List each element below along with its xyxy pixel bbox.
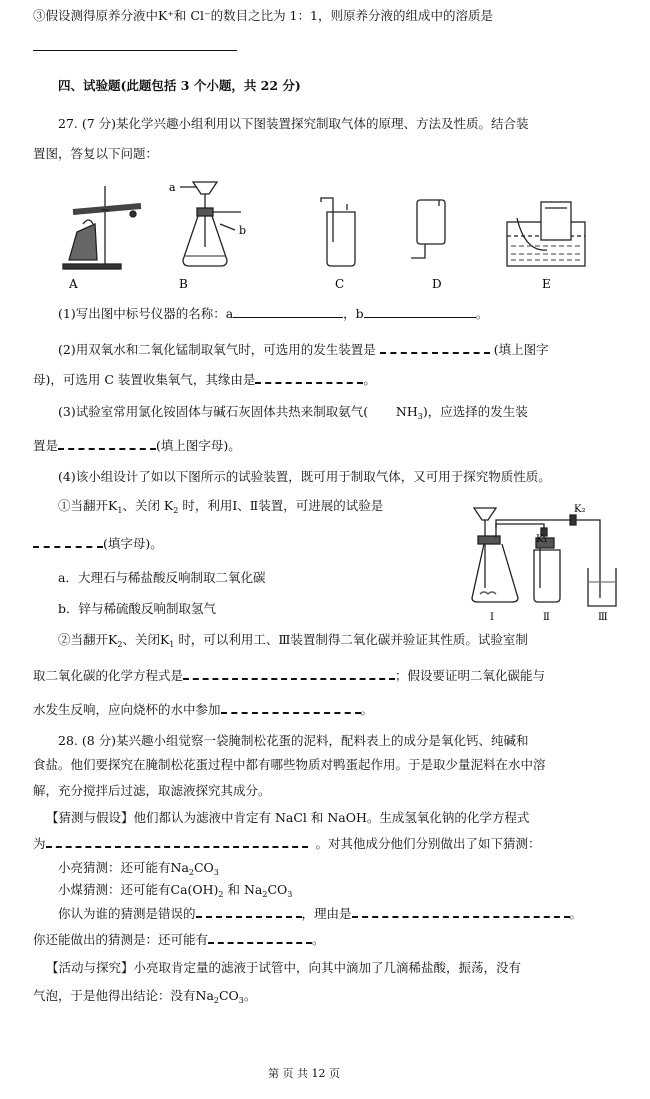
q28-more-guess: 你还能做出的猜测是：还可能有 。: [33, 932, 325, 947]
label-k2: K₂: [574, 504, 586, 515]
blank-q27-3[interactable]: [58, 438, 156, 450]
label-e: E: [542, 277, 551, 291]
q28-activity-1: 【活动与探究】小亮取肯定量的滤液于试管中，向其中滴加了几滴稀盐酸，振荡，没有: [46, 960, 522, 975]
device-figure: [470, 498, 630, 624]
q27-part3-line2: 置是 (填上图字母)。: [33, 438, 241, 453]
q27-part4: (4)该小组设计了如以下图所示的试验装置，既可用于制取气体，又可用于探究物质性质。: [58, 469, 551, 484]
label-b: B: [179, 277, 188, 291]
q28-hypothesis-2: 为 。对其他成分他们分别做出了如下猜测：: [33, 836, 541, 851]
blank-q27-add[interactable]: [221, 702, 361, 714]
mark-a: a: [169, 181, 176, 194]
page-footer: 第 页 共 12 页: [268, 1067, 340, 1080]
guess-xiaoliang: 小亮猜测：还可能有$Na_2CO_3$: [58, 860, 219, 877]
apparatus-c: [321, 198, 355, 266]
answer-line-q26[interactable]: [33, 50, 237, 51]
blank-q28-equation[interactable]: [46, 836, 308, 848]
q27-part4-2-line3: 水发生反响，应向烧杯的水中参加 。: [33, 702, 374, 717]
option-a: a．大理石与稀盐酸反响制取二氧化碳: [58, 570, 266, 585]
q27-intro-1: 27. (7 分)某化学兴趣小组利用以下图装置探究制取气体的原理、方法及性质。结合装: [58, 116, 529, 131]
q27-part2-line2: 母)，可选用 C 装置收集氧气，其缘由是 。: [33, 372, 376, 387]
q28-line1: 28. (8 分)某兴趣小组觉察一袋腌制松花蛋的泥料，配料表上的成分是氧化钙、纯碱和: [58, 733, 529, 748]
q27-part4-2-line2: 取二氧化碳的化学方程式是 ；假设要证明二氧化碳能与: [33, 668, 546, 683]
blank-q27-2-reason[interactable]: [255, 372, 363, 384]
label-k1: K₁: [536, 534, 548, 545]
label-device-3: Ⅲ: [598, 612, 608, 623]
label-device-2: Ⅱ: [543, 612, 550, 623]
option-b: b．锌与稀硫酸反响制取氢气: [58, 601, 217, 616]
q27-intro-2: 置图，答复以下问题：: [33, 146, 159, 161]
blank-q27-equation[interactable]: [183, 668, 395, 680]
label-d: D: [432, 277, 442, 291]
label-a: A: [69, 277, 78, 291]
section-title: 四、试验题(此题包括 3 个小题，共 22 分): [58, 78, 301, 93]
q26-part3: ③假设测得原养分液中K⁺和 Cl⁻的数目之比为 1：1，则原养分液的组成中的溶质是: [33, 8, 493, 23]
blank-a[interactable]: [233, 307, 343, 318]
q28-hypothesis-1: 【猜测与假设】他们都认为滤液中肯定有 NaCl 和 NaOH。生成氢氧化钠的化学方程式: [46, 810, 530, 825]
q28-activity-2: 气泡，于是他得出结论：没有$Na_2CO_3$。: [33, 988, 257, 1005]
blank-q27-4-1[interactable]: [33, 536, 103, 548]
mark-b: b: [239, 224, 247, 237]
q27-part4-2-line1: ②当翻开$K_2$、关闭$K_1$ 时，可以利用工、Ⅲ装置制得二氧化碳并验证其性质。试验室制: [58, 632, 528, 649]
apparatus-e: [507, 202, 585, 266]
apparatus-figure: [55, 172, 600, 294]
apparatus-b: [180, 182, 241, 266]
q28-wrong-guess: 你认为谁的猜测是错误的 ，理由是 。: [58, 906, 583, 921]
label-device-1: Ⅰ: [490, 612, 494, 623]
q28-line2: 食盐。他们要探究在腌制松花蛋过程中都有哪些物质对鸭蛋起作用。于是取少量泥料在水中溶: [33, 757, 546, 772]
apparatus-d: [411, 200, 445, 258]
q27-part3-line1: (3)试验室常用氯化铵固体与碱石灰固体共热来制取氨气( $NH_3$)，应选择的发生装: [58, 404, 528, 421]
blank-q27-2-device[interactable]: [380, 342, 490, 354]
blank-b[interactable]: [364, 307, 476, 318]
apparatus-a: [63, 186, 141, 269]
blank-q28-reason[interactable]: [352, 906, 570, 918]
label-c: C: [335, 277, 345, 291]
blank-q28-more[interactable]: [208, 932, 312, 944]
q27-part2-line1: (2)用双氧水和二氧化锰制取氧气时，可选用的发生装置是 (填上图字: [58, 342, 549, 357]
q27-part1: (1)写出图中标号仪器的名称：a ，b 。: [58, 306, 489, 321]
q27-part4-1: ①当翻开$K_1$、关闭 $K_2$ 时，利用Ⅰ、Ⅱ装置，可进展的试验是: [58, 498, 384, 515]
guess-xiaomei: 小煤猜测：还可能有$Ca(OH)_2$ 和 $Na_2CO_3$: [58, 882, 293, 899]
q28-line3: 解，充分搅拌后过滤，取滤液探究其成分。: [33, 783, 271, 798]
q27-part4-1-blank: (填字母)。: [33, 536, 163, 552]
blank-q28-who[interactable]: [196, 906, 302, 918]
